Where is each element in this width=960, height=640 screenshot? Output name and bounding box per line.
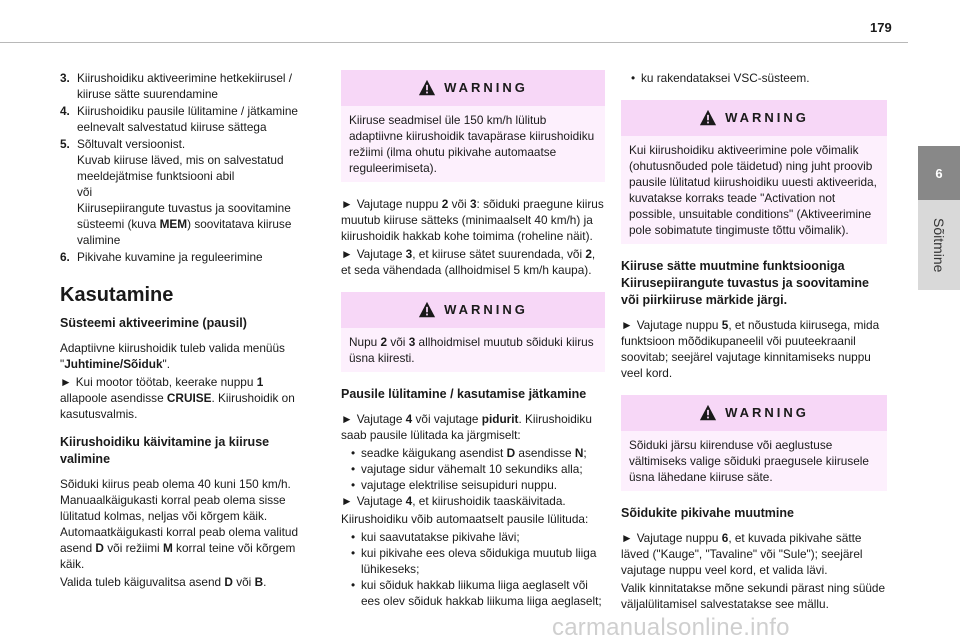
column-3 bbox=[621, 70, 887, 614]
warning-title: WARNING bbox=[444, 302, 528, 317]
heading-activate: Süsteemi aktiveerimine (pausil) bbox=[60, 316, 247, 330]
warning-triangle-icon bbox=[699, 404, 717, 422]
arrow-icon: ► bbox=[341, 247, 353, 261]
list-item: • vajutage elektrilise seisupiduri nuppu. bbox=[351, 477, 605, 493]
arrow-icon: ► bbox=[341, 412, 353, 426]
chapter-tab[interactable]: 6 bbox=[918, 146, 960, 200]
warning-title: WARNING bbox=[444, 80, 528, 95]
paragraph: ► Vajutage 4, et kiirushoidik taaskäivitada. bbox=[341, 494, 566, 508]
arrow-icon: ► bbox=[341, 197, 353, 211]
heading-pause: Pausile lülitamine / kasutamise jätkamine bbox=[341, 387, 587, 401]
warning-triangle-icon bbox=[418, 79, 436, 97]
warning-box bbox=[341, 292, 605, 372]
warning-box bbox=[621, 395, 887, 491]
paragraph: ► Vajutage nuppu 2 või 3: sõiduki praegune kiirus muutub kiiruse sätteks (minimaalselt 40 km/h) ja kiirushoidik hakkab kohe toimima (roheline näit). bbox=[341, 197, 604, 243]
header-divider bbox=[0, 42, 908, 43]
bullet-list bbox=[341, 445, 605, 493]
list-item: • kui pikivahe ees oleva sõidukiga muutub liiga lühikeseks; bbox=[351, 545, 605, 577]
warning-text: Nupu 2 või 3 allhoidmisel muutub sõiduki kiirus üsna kiiresti. bbox=[341, 328, 605, 372]
warning-text: Sõiduki järsu kiirenduse või aeglustuse vältimiseks valige sõiduki praegusele kiirusele üsna lähedane kiiruse säte. bbox=[621, 431, 887, 491]
paragraph: ► Vajutage 3, et kiiruse sätet suurendada, või 2, et seda vähendada (allhoidmisel 5 km/h kaupa). bbox=[341, 247, 596, 277]
list-item: 5. Sõltuvalt versioonist. Kuvab kiiruse läved, mis on salvestatud meeldejätmise funktsiooni abil või Kiirusepiirangute tuvastus ja soovitamine süsteemi (kuva MEM) soovitatava kiiruse valimine bbox=[60, 137, 292, 247]
list-item: • ku rakendataksei VSC-süsteem. bbox=[631, 70, 887, 86]
bullet-list bbox=[341, 529, 605, 609]
heading-distance: Sõidukite pikivahe muutmine bbox=[621, 506, 794, 520]
warning-box bbox=[341, 70, 605, 182]
bullet-list bbox=[621, 70, 887, 86]
paragraph: Adaptiivne kiirushoidik tuleb valida menüüs "Juhtimine/Sõiduk". bbox=[60, 341, 285, 371]
list-item: 4. Kiirushoidiku pausile lülitamine / jätkamine eelnevalt salvestatud kiiruse sättega bbox=[60, 104, 298, 134]
heading-start: Kiirushoidiku käivitamine ja kiiruse valimine bbox=[60, 435, 270, 466]
list-item: • kui saavutatakse pikivahe lävi; bbox=[351, 529, 605, 545]
paragraph: Valik kinnitatakse mõne sekundi pärast ning süüde väljalülitamisel salvestatakse see mällu. bbox=[621, 581, 886, 611]
warning-box bbox=[621, 100, 887, 244]
arrow-icon: ► bbox=[341, 494, 353, 508]
list-item: 3. Kiirushoidiku aktiveerimine hetkekiirusel / kiiruse sätte suurendamine bbox=[60, 71, 293, 101]
paragraph: Kiirushoidiku võib automaatselt pausile lülituda: bbox=[341, 512, 589, 526]
list-item: 6. Pikivahe kuvamine ja reguleerimine bbox=[60, 250, 263, 264]
list-item: • seadke käigukang asendist D asendisse N; bbox=[351, 445, 605, 461]
page-number: 179 bbox=[870, 20, 892, 35]
control-list bbox=[60, 70, 312, 265]
column-1 bbox=[60, 70, 312, 592]
paragraph: ► Vajutage 4 või vajutage pidurit. Kiirushoidiku saab pausile lülitada ka järgmiselt: bbox=[341, 412, 592, 442]
paragraph: ► Vajutage nuppu 6, et kuvada pikivahe sätte läved ("Kauge", "Tavaline" või "Sule"); seejärel vajutage nuppu veel kord, et valida lävi. bbox=[621, 531, 863, 577]
watermark: carmanualsonline.info bbox=[552, 614, 790, 640]
paragraph: Valida tuleb käiguvalitsa asend D või B. bbox=[60, 575, 267, 589]
warning-title: WARNING bbox=[725, 110, 809, 125]
paragraph: ► Vajutage nuppu 5, et nõustuda kiirusega, mida funktsioon mõõdikupaneelil või puuteekraanil soovitab; seejärel vajutage kinnitamiseks nuppu veel kord. bbox=[621, 318, 880, 380]
warning-triangle-icon bbox=[699, 109, 717, 127]
warning-triangle-icon bbox=[418, 301, 436, 319]
arrow-icon: ► bbox=[621, 318, 633, 332]
column-2 bbox=[341, 70, 605, 609]
paragraph: ► Kui mootor töötab, keerake nuppu 1 allapoole asendisse CRUISE. Kiirushoidik on kasutusvalmis. bbox=[60, 375, 295, 421]
chapter-title: Sõitmine bbox=[931, 217, 947, 273]
warning-text: Kiiruse seadmisel üle 150 km/h lülitub adaptiivne kiirushoidik tavapärase kiirushoidiku režiimi (ilma ohutu pikivahe automaatse reguleerimiseta). bbox=[341, 106, 605, 182]
section-title: Kasutamine bbox=[60, 284, 174, 306]
paragraph: Sõiduki kiirus peab olema 40 kuni 150 km/h. Manuaalkäigukasti korral peab olema sisse lülitatud kolmas, neljas või kõrgem käik. Automaatkäigukasti korral peab olema valitud asend D või režiimi M korral teine või kõrgem käik. bbox=[60, 477, 299, 571]
list-item: • vajutage sidur vähemalt 10 sekundiks alla; bbox=[351, 461, 605, 477]
warning-title: WARNING bbox=[725, 405, 809, 420]
list-item: • kui sõiduk hakkab liikuma liiga aeglaselt või ees olev sõiduk hakkab liikuma liiga aeglaselt; bbox=[351, 577, 605, 609]
arrow-icon: ► bbox=[60, 375, 72, 389]
arrow-icon: ► bbox=[621, 531, 633, 545]
heading-change-speed: Kiiruse sätte muutmine funktsiooniga Kiirusepiirangute tuvastus ja soovitamine või piirkiiruse märkide järgi. bbox=[621, 259, 869, 307]
warning-text: Kui kiirushoidiku aktiveerimine pole võimalik (ohutusnõuded pole täidetud) ning juht proovib pausile lülitatud kiirushoidiku uuesti aktiveerida, kuvatakse korraks teade "Activation not possible, unsuitable conditions" (Aktiveerimine pole sobimatute tingimuste tõttu võimalik). bbox=[621, 136, 887, 244]
